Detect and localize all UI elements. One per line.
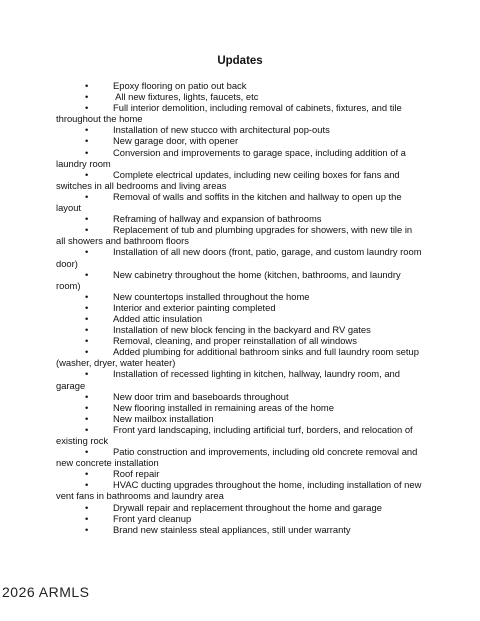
- bullet-icon: •: [85, 91, 89, 103]
- list-item: [56, 269, 422, 291]
- list-item-text: Interior and exterior painting completed: [113, 301, 276, 313]
- list-item-text: Full interior demolition, including removal of cabinets, fixtures, and tile throughout the home: [56, 102, 402, 125]
- bullet-icon: •: [85, 412, 89, 424]
- list-item-text: Installation of new stucco with architectural pop-outs: [113, 124, 330, 136]
- list-item: [56, 291, 422, 302]
- bullet-icon: •: [85, 246, 89, 258]
- list-item: [56, 213, 422, 224]
- bullet-icon: •: [85, 335, 89, 347]
- list-item: [56, 246, 422, 268]
- bullet-icon: •: [85, 268, 89, 280]
- list-item: [56, 346, 422, 368]
- list-item: [56, 124, 422, 135]
- list-item-text: New countertops installed throughout the home: [113, 290, 310, 302]
- list-item-text: New door trim and baseboards throughout: [113, 390, 289, 402]
- bullet-icon: •: [85, 390, 89, 402]
- list-item: [56, 91, 422, 102]
- bullet-icon: •: [85, 213, 89, 225]
- list-item: [56, 302, 422, 313]
- list-item: [56, 324, 422, 335]
- list-item-text: All new fixtures, lights, faucets, etc: [113, 91, 259, 103]
- list-item: [56, 147, 422, 169]
- list-item: [56, 479, 422, 501]
- list-item-text: Drywall repair and replacement throughout the home and garage: [113, 501, 382, 513]
- list-item-text: Added attic insulation: [113, 312, 203, 324]
- list-item: [56, 446, 422, 468]
- list-item: [56, 468, 422, 479]
- bullet-icon: •: [85, 312, 89, 324]
- updates-list: [56, 80, 422, 535]
- bullet-icon: •: [85, 102, 89, 114]
- list-item: [56, 524, 422, 535]
- list-item: [56, 169, 422, 191]
- bullet-icon: •: [85, 501, 89, 513]
- bullet-icon: •: [85, 401, 89, 413]
- bullet-icon: •: [85, 523, 89, 535]
- list-item-text: Roof repair: [113, 468, 160, 480]
- list-item-text: Added plumbing for additional bathroom sinks and full laundry room setup (washer, dryer, water heater): [56, 346, 419, 369]
- bullet-icon: •: [85, 346, 89, 358]
- list-item-text: Patio construction and improvements, including old concrete removal and new concrete installation: [56, 446, 418, 469]
- bullet-icon: •: [85, 324, 89, 336]
- list-item: [56, 224, 422, 246]
- list-item: [56, 402, 422, 413]
- list-item-text: Removal of walls and soffits in the kitchen and hallway to open up the layout: [56, 190, 402, 214]
- list-item-text: Epoxy flooring on patio out back: [113, 80, 247, 91]
- list-item-text: Complete electrical updates, including new ceiling boxes for fans and switches in all bedrooms and living areas: [56, 168, 400, 191]
- list-item-text: Reframing of hallway and expansion of bathrooms: [113, 213, 322, 225]
- bullet-icon: •: [85, 190, 89, 202]
- list-item-text: New garage door, with opener: [113, 135, 239, 147]
- list-item: [56, 313, 422, 324]
- list-item-text: Front yard landscaping, including artificial turf, borders, and relocation of existing rock: [56, 423, 413, 446]
- page-title: Updates: [217, 55, 263, 67]
- bullet-icon: •: [85, 168, 89, 180]
- bullet-icon: •: [85, 290, 89, 302]
- list-item-text: Front yard cleanup: [113, 512, 192, 524]
- list-item: [56, 102, 422, 124]
- list-item-text: Brand new stainless steal appliances, still under warranty: [113, 523, 351, 535]
- list-item-text: New mailbox installation: [113, 412, 214, 424]
- list-item: [56, 335, 422, 346]
- list-item-text: Replacement of tub and plumbing upgrades for showers, with new tile in all showers and bathroom floors: [56, 224, 413, 247]
- list-item-text: Installation of all new doors (front, patio, garage, and custom laundry room door): [56, 246, 422, 269]
- bullet-icon: •: [85, 479, 89, 491]
- list-item: [56, 80, 422, 91]
- list-item-text: New cabinetry throughout the home (kitchen, bathrooms, and laundry room): [56, 268, 401, 291]
- list-item: [56, 502, 422, 513]
- list-item-text: Installation of new block fencing in the backyard and RV gates: [113, 324, 371, 336]
- list-item: [56, 513, 422, 524]
- list-item-text: Installation of recessed lighting in kitchen, hallway, laundry room, and garage: [56, 368, 400, 391]
- bullet-icon: •: [85, 512, 89, 524]
- list-item: [56, 391, 422, 402]
- bullet-icon: •: [85, 146, 89, 158]
- list-item-text: Conversion and improvements to garage space, including addition of a laundry room: [56, 146, 406, 169]
- list-item-text: New flooring installed in remaining areas of the home: [113, 401, 334, 413]
- bullet-icon: •: [85, 135, 89, 147]
- bullet-icon: •: [85, 368, 89, 380]
- bullet-icon: •: [85, 468, 89, 480]
- list-item: [56, 191, 422, 213]
- list-item-text: HVAC ducting upgrades throughout the home, including installation of new vent fans in bathrooms and laundry area: [56, 479, 422, 502]
- bullet-icon: •: [85, 124, 89, 136]
- list-item: [56, 424, 422, 446]
- bullet-icon: •: [85, 80, 89, 91]
- bullet-icon: •: [85, 224, 89, 236]
- bullet-icon: •: [85, 446, 89, 458]
- bullet-icon: •: [85, 301, 89, 313]
- list-item: [56, 368, 422, 390]
- list-item: [56, 413, 422, 424]
- copyright-watermark: 2026 ARMLS: [2, 584, 90, 600]
- bullet-icon: •: [85, 423, 89, 435]
- list-item: [56, 135, 422, 146]
- list-item-text: Removal, cleaning, and proper reinstallation of all windows: [113, 335, 357, 347]
